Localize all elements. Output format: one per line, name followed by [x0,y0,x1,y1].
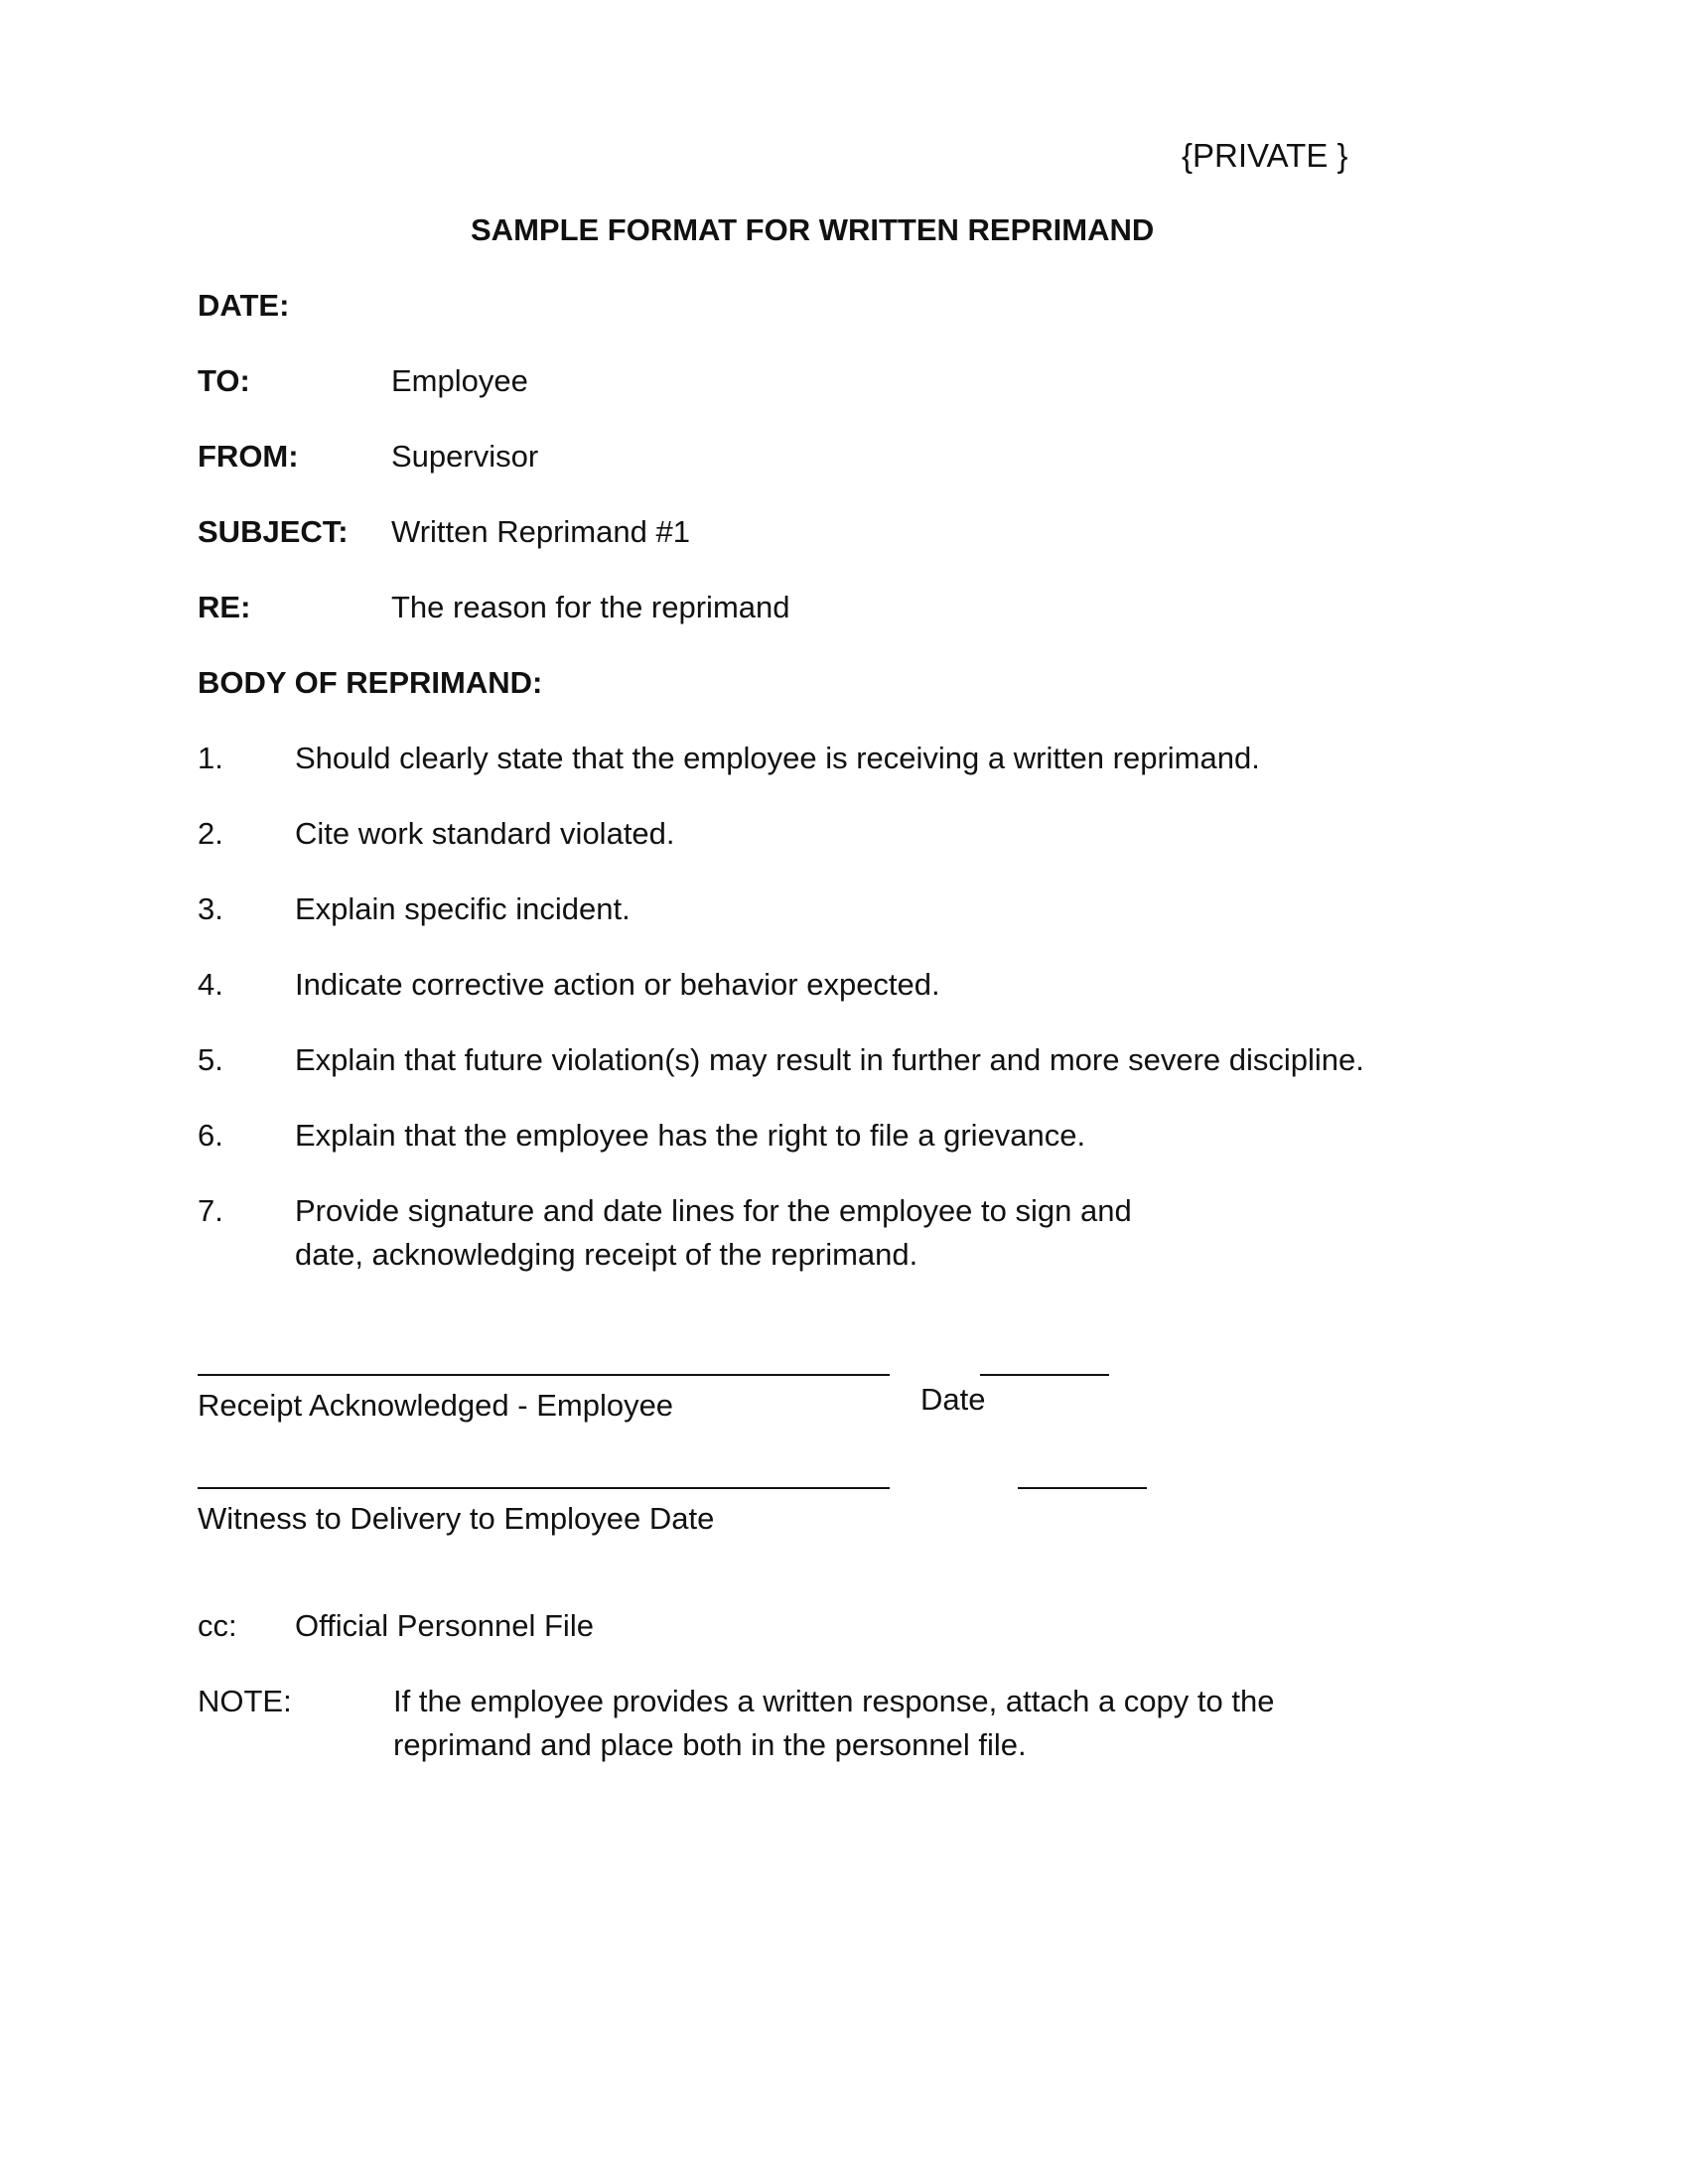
item-number: 4. [198,967,223,1002]
item-text: Indicate corrective action or behavior expected. [295,967,940,1002]
item-number: 5. [198,1042,223,1077]
witness-signature-line [198,1487,890,1489]
note-label: NOTE: [198,1684,292,1718]
item-text: Provide signature and date lines for the employee to sign and [295,1193,1132,1228]
item-text-continued: date, acknowledging receipt of the reprimand. [295,1237,918,1272]
cc-value: Official Personnel File [295,1608,594,1643]
item-text: Cite work standard violated. [295,816,675,851]
re-label: RE: [198,590,251,624]
note-line-1: If the employee provides a written response, attach a copy to the [393,1684,1275,1718]
item-number: 3. [198,891,223,926]
subject-label: SUBJECT: [198,514,349,549]
employee-date-line [980,1374,1109,1376]
witness-signature-label: Witness to Delivery to Employee Date [198,1501,715,1536]
item-number: 6. [198,1118,223,1153]
body-heading: BODY OF REPRIMAND: [198,665,543,700]
cc-label: cc: [198,1608,237,1643]
item-text: Explain that future violation(s) may result in further and more severe discipline. [295,1042,1364,1077]
item-number: 2. [198,816,223,851]
to-label: TO: [198,363,250,398]
re-value: The reason for the reprimand [391,590,790,624]
item-text: Explain specific incident. [295,891,631,926]
document-title: SAMPLE FORMAT FOR WRITTEN REPRIMAND [471,212,1155,247]
date-signature-label: Date [920,1382,986,1417]
from-value: Supervisor [391,439,539,474]
item-text: Should clearly state that the employee is receiving a written reprimand. [295,741,1260,775]
item-text: Explain that the employee has the right to file a grievance. [295,1118,1086,1153]
from-label: FROM: [198,439,299,474]
date-label: DATE: [198,288,290,323]
to-value: Employee [391,363,528,398]
item-number: 7. [198,1193,223,1228]
private-marking: {PRIVATE } [1182,137,1348,174]
employee-signature-line [198,1374,890,1376]
witness-date-line [1018,1487,1147,1489]
employee-signature-label: Receipt Acknowledged - Employee [198,1388,674,1423]
subject-value: Written Reprimand #1 [391,514,690,549]
note-line-2: reprimand and place both in the personnel file. [393,1727,1027,1762]
item-number: 1. [198,741,223,775]
